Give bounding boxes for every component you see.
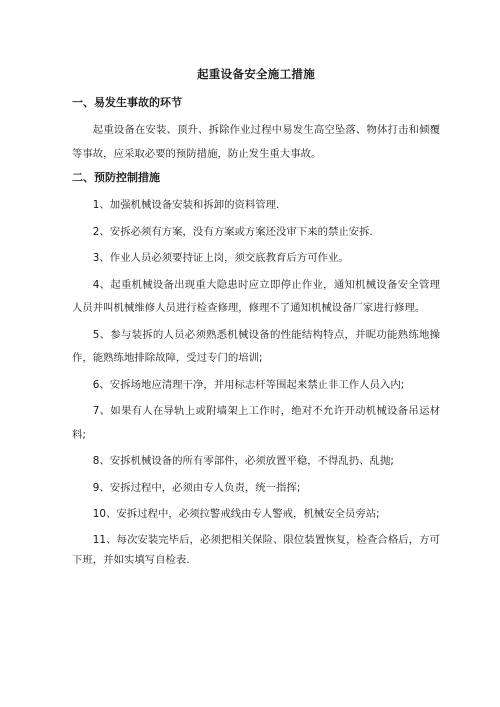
list-item: 5、参与装拆的人员必须熟悉机械设备的性能结构特点，并昵功能熟练地操作，能熟练地排除故障，受过专门的培训; xyxy=(72,328,440,364)
section-heading: 二、预防控制措施 xyxy=(72,171,160,184)
list-item: 3、作业人员必须要持证上岗，须交底教育后方可作业。 xyxy=(92,252,349,264)
list-item: 1、加强机械设备安装和拆卸的资料管理. xyxy=(92,199,280,211)
list-item: 9、安拆过程中，必须由专人负责，统一指挥; xyxy=(92,481,301,494)
list-item: 6、安拆场地应清理干净，并用标志杆等围起来禁止非工作人员入内; xyxy=(92,378,405,391)
section-accident-links xyxy=(72,95,440,166)
section-heading: 一、易发生事故的环节 xyxy=(72,96,182,109)
document-title: 起重设备安全施工措施 xyxy=(197,67,315,81)
list-item: 8、安拆机械设备的所有零部件，必须放置平稳，不得乱扔、乱抛; xyxy=(92,455,394,467)
list-item: 10、安拆过程中，必须拉警戒线由专人警戒，机械安全员旁站; xyxy=(92,508,380,520)
paragraph: 起重设备在安装、顶升、拆除作业过程中易发生高空坠落、物体打击和倾覆等事故，应采取必要的预防措施，防止发生重大事故。 xyxy=(72,124,440,160)
list-item: 2、安拆必须有方案，没有方案或方案还没审下来的禁止安拆. xyxy=(92,225,373,238)
list-item: 7、如果有人在导轨上或附墙架上工作时，绝对不允许开动机械设备吊运材料; xyxy=(72,405,440,441)
section-prevention-measures xyxy=(72,170,440,570)
list-item: 4、起重机械设备出现重大隐患时应立即停止作业，通知机械设备安全管理人员并叫机械维修人员进行检查修理，修理不了通知机械设备厂家进行修理。 xyxy=(72,278,440,314)
list-item: 11、每次安装完毕后，必须把相关保险、限位装置恢复，检查合格后，方可下班，并如实填写自检表. xyxy=(72,533,440,566)
